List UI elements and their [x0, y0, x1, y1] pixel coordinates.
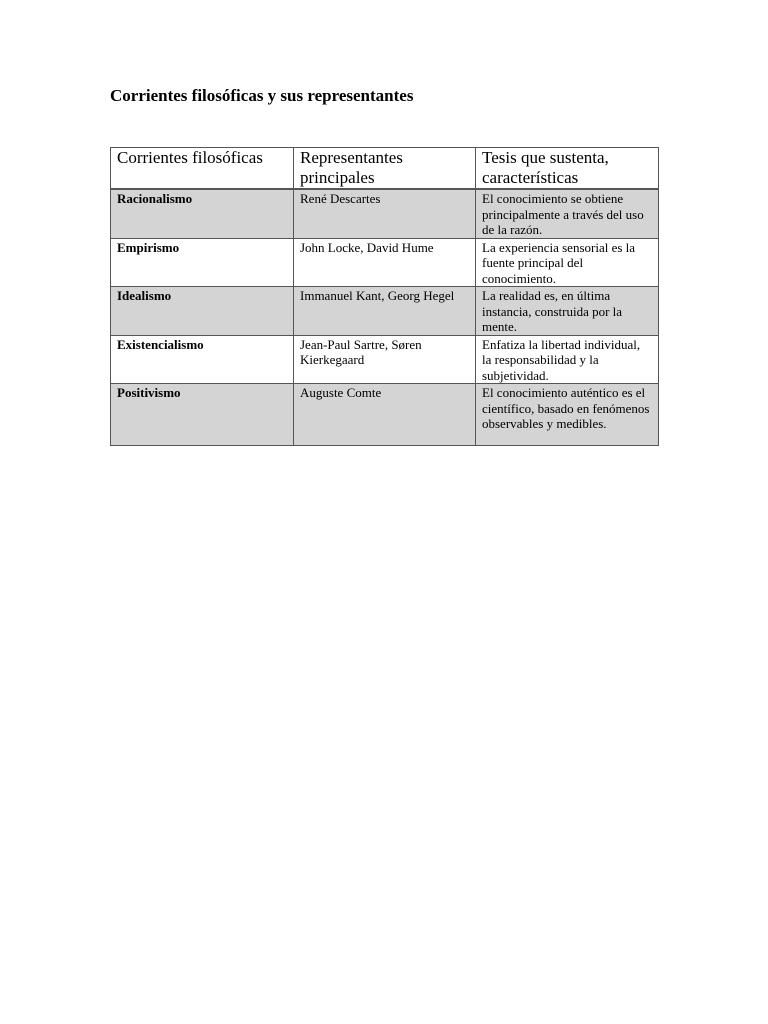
cell-corriente: Existencialismo: [111, 335, 294, 384]
cell-representantes: Jean-Paul Sartre, Søren Kierkegaard: [294, 335, 476, 384]
table-body: [111, 189, 659, 446]
cell-representantes: Auguste Comte: [294, 384, 476, 446]
cell-tesis: Enfatiza la libertad individual, la responsabilidad y la subjetividad.: [476, 335, 659, 384]
cell-tesis: El conocimiento se obtiene principalmente a través del uso de la razón.: [476, 189, 659, 238]
header-representantes: Representantes principales: [294, 148, 476, 190]
page-title: Corrientes filosóficas y sus representantes: [110, 86, 414, 105]
table-row: [111, 238, 659, 287]
cell-corriente: Idealismo: [111, 287, 294, 336]
table-header-row: [111, 148, 659, 190]
table-row: [111, 189, 659, 238]
cell-corriente: Racionalismo: [111, 189, 294, 238]
table-header: [111, 148, 659, 190]
philosophy-table: [110, 147, 659, 446]
cell-tesis: La realidad es, en última instancia, construida por la mente.: [476, 287, 659, 336]
cell-corriente: Empirismo: [111, 238, 294, 287]
cell-tesis: La experiencia sensorial es la fuente principal del conocimiento.: [476, 238, 659, 287]
cell-corriente: Positivismo: [111, 384, 294, 446]
cell-representantes: John Locke, David Hume: [294, 238, 476, 287]
header-tesis: Tesis que sustenta, características: [476, 148, 659, 190]
cell-representantes: René Descartes: [294, 189, 476, 238]
table-row: [111, 335, 659, 384]
cell-representantes: Immanuel Kant, Georg Hegel: [294, 287, 476, 336]
table-row: [111, 384, 659, 446]
cell-tesis: El conocimiento auténtico es el científico, basado en fenómenos observables y medibles.: [476, 384, 659, 446]
table-row: [111, 287, 659, 336]
header-corrientes: Corrientes filosóficas: [111, 148, 294, 190]
